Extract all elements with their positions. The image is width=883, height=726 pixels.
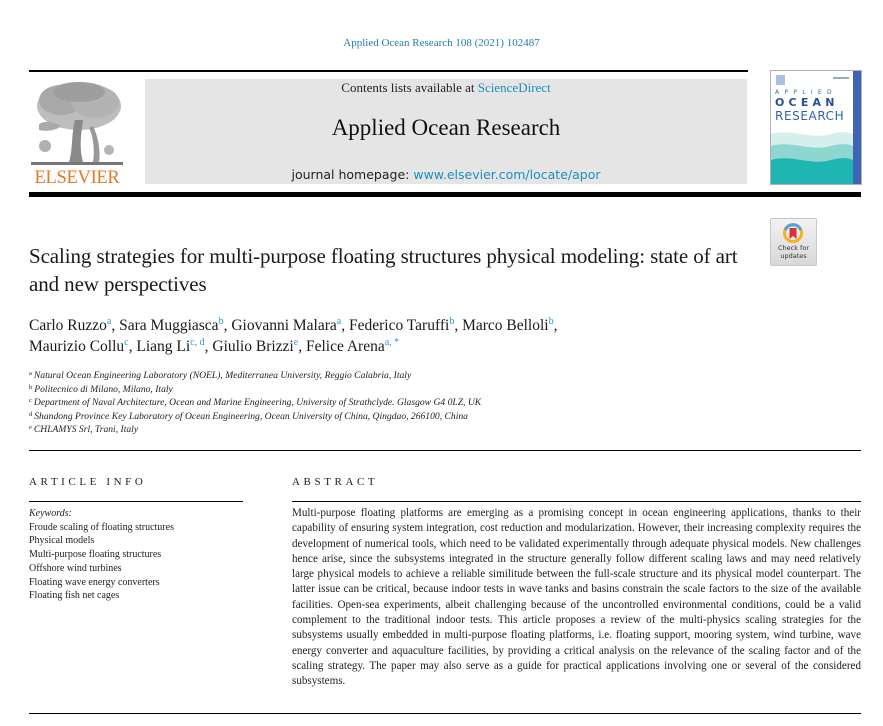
cover-title-ocean: OCEAN <box>775 96 839 109</box>
author-list: Carlo Ruzzo$^a$, Sara Muggiasca$^b$, Giovanni Malara$^a$, Federico Taruffi$^b$, Marco Belloli$^b$, Maurizio Collu$^c$, Liang Li$^{c, d}$, Giulio Brizzi$^e$, Felice Arena$^{a, *}$ <box>29 316 558 355</box>
section-divider <box>29 450 861 451</box>
affiliation-item: $^a$ Natural Ocean Engineering Laboratory (NOEL), Mediterranea University, Reggio Calabria, Italy <box>29 370 412 381</box>
author[interactable]: Giovanni Malara$^a$ <box>231 316 342 334</box>
journal-citation[interactable]: Applied Ocean Research 108 (2021) 102487 <box>343 37 540 49</box>
keyword-item[interactable]: Floating wave energy converters <box>29 576 160 588</box>
affiliation-marker[interactable]: a <box>106 316 112 327</box>
contents-available-line <box>145 80 747 96</box>
abstract-text: Multi-purpose floating platforms are emerging as a promising concept in ocean engineering applications, thanks to their capability of ensuring system integration, cost reduction and modularization. However, their increasing complexity requires the development of numerical tools, which need to be validated experimentally through adequate physical models. New challenges hence arise, since the subsystems integrated in the structure generally follow different scaling laws and may need relatively large physical models to achieve a reliable similitude between the full-scale structure and its physical model counterpart. The latter issue can be critical, because indoor tests in wave tanks and basins constrain the scale factors to the size of the available facilities. Open-sea experiments, albeit challenging because of the uncontrolled environmental conditions, could be a valid complement to the traditional indoor tests. This article proposes a review of the multi-physics scaling strategies for the subsystems usually embedded in multi-purpose floating platforms, i.e. floating support, mooring system, wind turbine, wave energy converter and aquaculture facilities, by providing a critical analysis on the relevance of the scaling factor and of the scaling strategy. The paper may also serve as a guide for practical applications involving one or several of the considered subsystems. <box>292 507 861 688</box>
keyword-item[interactable]: Multi-purpose floating structures <box>29 549 162 561</box>
journal-homepage-link[interactable]: www.elsevier.com/locate/apor <box>413 167 601 182</box>
affiliation-marker[interactable]: a, * <box>384 337 400 348</box>
elsevier-tree-icon <box>31 80 123 166</box>
affiliation-item: $^b$ Politecnico di Milano, Milano, Italy <box>29 383 173 395</box>
affiliation-marker[interactable]: b <box>218 316 224 327</box>
keyword-item[interactable]: Floating fish net cages <box>29 590 120 602</box>
affiliation-item: $^d$ Shandong Province Key Laboratory of Ocean Engineering, Ocean University of China, Qingdao, 266100, China <box>29 410 468 422</box>
check-for-updates-button[interactable] <box>770 218 817 266</box>
affiliation-marker[interactable]: a <box>336 316 342 327</box>
affiliation-item: $^c$ Department of Naval Architecture, Ocean and Marine Engineering, University of Strathclyde. Glasgow G4 0LZ, UK <box>29 397 482 409</box>
header-thick-divider <box>29 192 861 197</box>
journal-cover-thumbnail[interactable] <box>770 70 862 185</box>
author[interactable]: Maurizio Collu$^c$ <box>29 337 129 355</box>
author[interactable]: Liang Li$^{c, d}$ <box>136 337 205 355</box>
cover-issn-mark <box>833 77 849 79</box>
article-title: Scaling strategies for multi-purpose floating structures physical modeling: state of art and new perspectives <box>29 244 738 296</box>
cover-spine <box>853 71 861 184</box>
contents-prefix: Contents lists available at <box>341 80 478 95</box>
affiliation-marker[interactable]: c <box>124 337 129 348</box>
publisher-wordmark: ELSEVIER <box>34 168 120 188</box>
abstract-heading: ABSTRACT <box>292 476 379 488</box>
keyword-item[interactable]: Offshore wind turbines <box>29 562 122 574</box>
affiliation-marker[interactable]: c, d <box>190 337 205 348</box>
keyword-item[interactable]: Froude scaling of floating structures <box>29 521 174 533</box>
journal-title: Applied Ocean Research <box>331 115 561 140</box>
corresponding-author[interactable]: Felice Arena$^{a, *}$ <box>305 337 400 355</box>
abstract-divider <box>292 501 861 502</box>
top-divider <box>29 70 748 72</box>
homepage-prefix: journal homepage: <box>291 167 414 182</box>
keywords-label: Keywords: <box>29 508 72 519</box>
cover-waves-icon <box>771 126 853 184</box>
keyword-item[interactable]: Physical models <box>29 535 95 547</box>
author[interactable]: Sara Muggiasca$^b$ <box>119 316 224 334</box>
article-info-heading: ARTICLE INFO <box>29 476 147 488</box>
affiliation-list <box>29 369 729 437</box>
affiliation-marker[interactable]: b <box>548 316 554 327</box>
affiliation-item: $^e$ CHLAMYS Srl, Trani, Italy <box>29 424 139 436</box>
affiliation-marker[interactable]: b <box>449 316 455 327</box>
journal-banner <box>145 79 747 184</box>
keywords-block <box>29 507 269 603</box>
article-info-divider <box>29 501 243 502</box>
sciencedirect-link[interactable]: ScienceDirect <box>477 80 551 95</box>
bottom-divider <box>29 713 861 714</box>
cover-title-research: RESEARCH <box>775 109 845 123</box>
author[interactable]: Marco Belloli$^b$ <box>462 316 554 334</box>
cover-title-applied: APPLIED <box>775 89 837 96</box>
elsevier-logo[interactable] <box>29 80 125 186</box>
check-for-updates-label: Check for updates <box>778 244 809 260</box>
author[interactable]: Giulio Brizzi$^e$ <box>212 337 299 355</box>
cover-emblem-icon <box>776 75 785 85</box>
affiliation-marker[interactable]: e <box>293 337 299 348</box>
author[interactable]: Federico Taruffi$^b$ <box>348 316 455 334</box>
author[interactable]: Carlo Ruzzo$^a$ <box>29 316 112 334</box>
bookmark-ribbon-icon <box>783 223 803 243</box>
journal-homepage-line <box>145 167 747 182</box>
